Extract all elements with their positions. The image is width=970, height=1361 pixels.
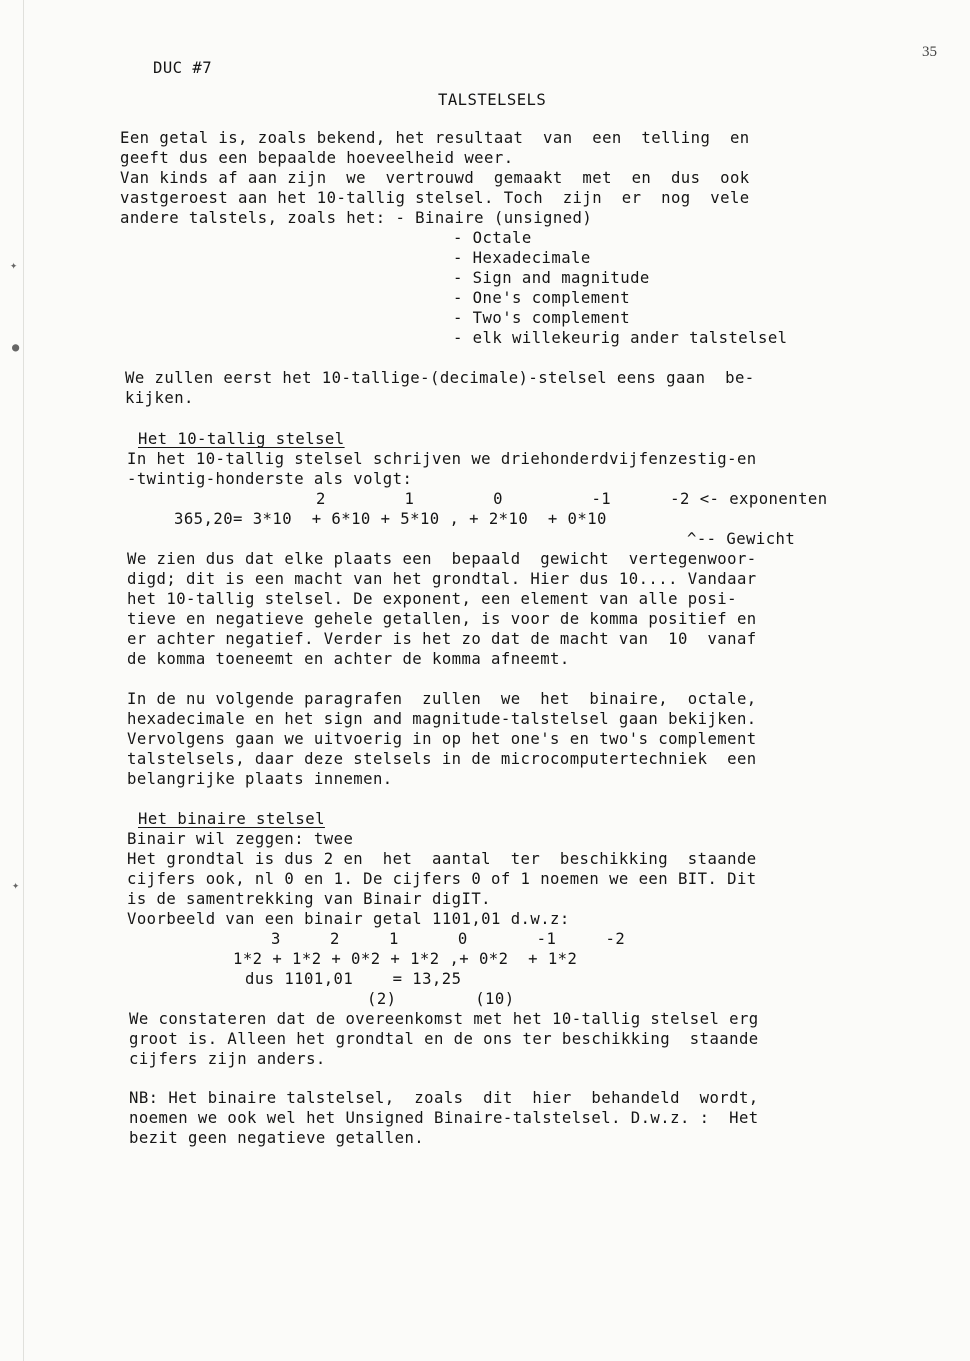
- intro-closing-line: We zullen eerst het 10-tallige-(decimale)-stelsel eens gaan be-: [125, 369, 755, 387]
- result-row: dus 1101,01 = 13,25: [245, 970, 462, 988]
- scan-speck: ✦: [10, 258, 18, 272]
- section-heading-decimal: [138, 429, 345, 449]
- paragraph-line: We zien dus dat elke plaats een bepaald gewicht vertegenwoor-: [127, 550, 757, 568]
- paragraph-line: groot is. Alleen het grondtal en de ons ter beschikking staande: [129, 1030, 759, 1048]
- exponents-row: 3 2 1 0 -1 -2: [271, 930, 626, 948]
- exponents-row: 2 1 0 -1 -2 <- exponenten: [316, 490, 828, 508]
- paragraph-line: tieve en negatieve gehele getallen, is voor de komma positief en: [127, 610, 757, 628]
- formula-row: 365,20= 3*10 + 6*10 + 5*10 , + 2*10 + 0*10: [174, 510, 607, 528]
- paragraph-line: er achter negatief. Verder is het zo dat de macht van 10 vanaf: [127, 630, 757, 648]
- page-number: 35: [922, 44, 937, 60]
- paragraph-line: cijfers zijn anders.: [129, 1050, 326, 1068]
- paragraph-line: In de nu volgende paragrafen zullen we het binaire, octale,: [127, 690, 757, 708]
- list-item: - One's complement: [453, 289, 631, 307]
- paragraph-line: Het grondtal is dus 2 en het aantal ter beschikking staande: [127, 850, 757, 868]
- base-row: (2) (10): [367, 990, 515, 1008]
- paragraph-line: Vervolgens gaan we uitvoerig in op het one's en two's complement: [127, 730, 757, 748]
- binding-edge: [23, 0, 24, 1361]
- paragraph-line: het 10-tallig stelsel. De exponent, een element van alle posi-: [127, 590, 737, 608]
- paragraph-line: belangrijke plaats innemen.: [127, 770, 393, 788]
- list-item: - Hexadecimale: [453, 249, 591, 267]
- intro-line: geeft dus een bepaalde hoeveelheid weer.: [120, 149, 514, 167]
- paragraph-line: In het 10-tallig stelsel schrijven we driehonderdvijfenzestig-en: [127, 450, 757, 468]
- paragraph-line: de komma toeneemt en achter de komma afneemt.: [127, 650, 570, 668]
- paragraph-line: Binair wil zeggen: twee: [127, 830, 354, 848]
- list-item: - Octale: [453, 229, 532, 247]
- issue-label: DUC #7: [153, 59, 213, 77]
- paragraph-line: hexadecimale en het sign and magnitude-talstelsel gaan bekijken.: [127, 710, 757, 728]
- paragraph-line: is de samentrekking van Binair digIT.: [127, 890, 492, 908]
- note-line: bezit geen negatieve getallen.: [129, 1129, 425, 1147]
- intro-line: Een getal is, zoals bekend, het resultaat van een telling en: [120, 129, 750, 147]
- intro-closing-line: kijken.: [125, 389, 194, 407]
- section-heading-binary: [138, 809, 325, 829]
- note-line: noemen we ook wel het Unsigned Binaire-talstelsel. D.w.z. : Het: [129, 1109, 759, 1127]
- page-title: TALSTELSELS: [438, 91, 547, 109]
- note-line: NB: Het binaire talstelsel, zoals dit hier behandeld wordt,: [129, 1089, 759, 1107]
- paragraph-line: cijfers ook, nl 0 en 1. De cijfers 0 of 1 noemen we een BIT. Dit: [127, 870, 757, 888]
- intro-line: andere talstels, zoals het: - Binaire (unsigned): [120, 209, 593, 227]
- list-item: - elk willekeurig ander talstelsel: [453, 329, 788, 347]
- formula-row: 1*2 + 1*2 + 0*2 + 1*2 ,+ 0*2 + 1*2: [233, 950, 578, 968]
- list-item: - Two's complement: [453, 309, 631, 327]
- scan-speck: ✦: [12, 878, 20, 892]
- paragraph-line: talstelsels, daar deze stelsels in de microcomputertechniek een: [127, 750, 757, 768]
- paragraph-line: digd; dit is een macht van het grondtal. Hier dus 10.... Vandaar: [127, 570, 757, 588]
- section-heading-binary-text: Het binaire stelsel: [138, 810, 325, 828]
- section-heading-decimal-text: Het 10-tallig stelsel: [138, 430, 345, 448]
- intro-line: Van kinds af aan zijn we vertrouwd gemaakt met en dus ook: [120, 169, 750, 187]
- paragraph-line: We constateren dat de overeenkomst met het 10-tallig stelsel erg: [129, 1010, 759, 1028]
- list-item: - Sign and magnitude: [453, 269, 650, 287]
- paragraph-line: Voorbeeld van een binair getal 1101,01 d.w.z:: [127, 910, 570, 928]
- scan-speck: ●: [12, 340, 20, 354]
- weight-annotation: ^-- Gewicht: [687, 530, 796, 548]
- paragraph-line: -twintig-honderste als volgt:: [127, 470, 413, 488]
- intro-line: vastgeroest aan het 10-tallig stelsel. Toch zijn er nog vele: [120, 189, 750, 207]
